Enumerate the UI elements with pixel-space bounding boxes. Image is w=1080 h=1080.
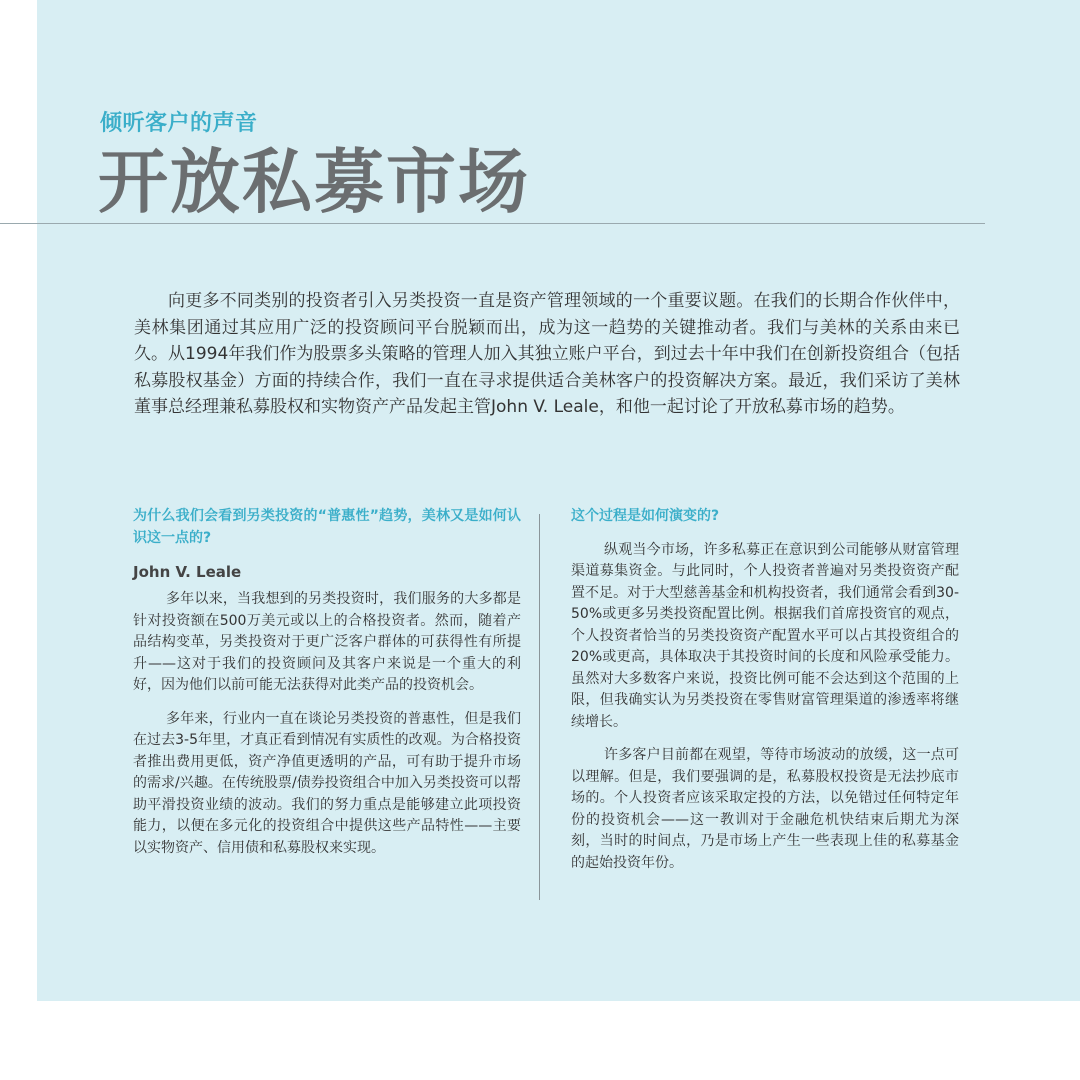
- section-kicker: 倾听客户的声音: [100, 111, 258, 136]
- column-divider: [539, 514, 540, 900]
- right-paragraph-2: 许多客户目前都在观望，等待市场波动的放缓，这一点可以理解。但是，我们要强调的是，私募股权投资是无法抄底市场的。个人投资者应该采取定投的方法，以免错过任何特定年份的投资机会——这一教训对于金融危机快结束后期尤为深刻，当时的时间点，乃是市场上产生一些表现上佳的私募基金的起始投资年份。: [571, 747, 959, 871]
- speaker-name: John V. Leale: [133, 563, 242, 581]
- left-question: 为什么我们会看到另类投资的“普惠性”趋势，美林又是如何认识这一点的?: [133, 508, 521, 546]
- right-column: [571, 506, 959, 886]
- left-paragraph-2: 多年来，行业内一直在谈论另类投资的普惠性，但是我们在过去3-5年里，才真正看到情况有实质性的改观。为合格投资者推出费用更低，资产净值更透明的产品，可有助于提升市场的需求/兴趣。在传统股票/债券投资组合中加入另类投资可以帮助平滑投资业绩的波动。我们的努力重点是能够建立此项投资能力，以便在多元化的投资组合中提供这些产品特性——主要以实物资产、信用债和私募股权来实现。: [133, 710, 521, 856]
- right-question: 这个过程是如何演变的?: [571, 508, 720, 524]
- title-rule: [0, 223, 985, 224]
- page-title: 开放私募市场: [98, 141, 530, 223]
- left-column: [133, 506, 521, 871]
- right-paragraph-1: 纵观当今市场，许多私募正在意识到公司能够从财富管理渠道募集资金。与此同时，个人投资者普遍对另类投资资产配置不足。对于大型慈善基金和机构投资者，我们通常会看到30-50%或更多另类投资配置比例。根据我们首席投资官的观点，个人投资者恰当的另类投资资产配置水平可以占其投资组合的20%或更高，具体取决于其投资时间的长度和风险承受能力。虽然对大多数客户来说，投资比例可能不会达到这个范围的上限，但我确实认为另类投资在零售财富管理渠道的渗透率将继续增长。: [571, 541, 959, 730]
- intro-paragraph: 向更多不同类别的投资者引入另类投资一直是资产管理领域的一个重要议题。在我们的长期合作伙伴中，美林集团通过其应用广泛的投资顾问平台脱颖而出，成为这一趋势的关键推动者。我们与美林的关系由来已久。从1994年我们作为股票多头策略的管理人加入其独立账户平台，到过去十年中我们在创新投资组合（包括私募股权基金）方面的持续合作，我们一直在寻求提供适合美林客户的投资解决方案。最近，我们采访了美林董事总经理兼私募股权和实物资产产品发起主管John V. Leale，和他一起讨论了开放私募市场的趋势。: [134, 291, 960, 417]
- left-paragraph-1: 多年以来，当我想到的另类投资时，我们服务的大多都是针对投资额在500万美元或以上的合格投资者。然而，随着产品结构变革，另类投资对于更广泛客户群体的可获得性有所提升——这对于我们的投资顾问及其客户来说是一个重大的利好，因为他们以前可能无法获得对此类产品的投资机会。: [133, 591, 521, 693]
